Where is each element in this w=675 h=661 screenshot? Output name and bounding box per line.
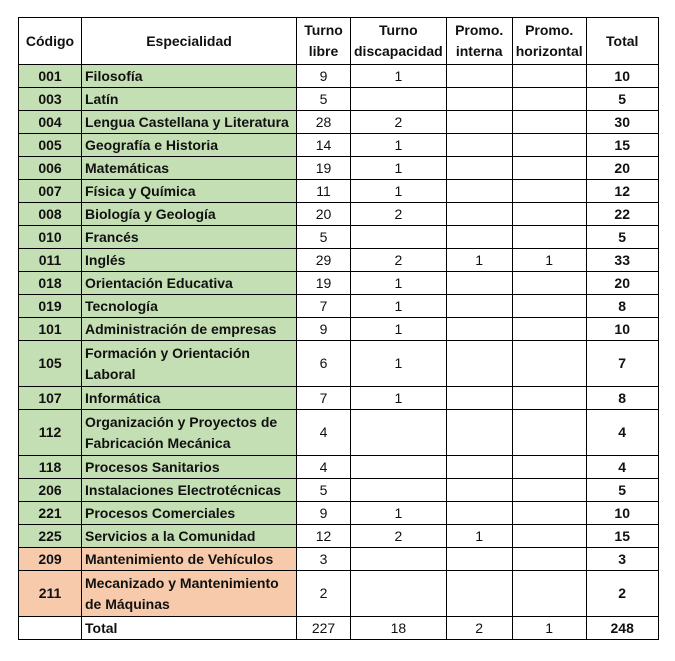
table-row xyxy=(19,180,659,203)
cell-especialidad: Francés xyxy=(82,226,297,249)
cell-promo-horizontal xyxy=(512,157,586,180)
cell-codigo: 011 xyxy=(19,249,82,272)
cell-especialidad: Administración de empresas xyxy=(82,318,297,341)
cell-total: 3 xyxy=(586,548,658,571)
cell-turno-discapacidad: 1 xyxy=(351,180,447,203)
cell-especialidad: Mantenimiento de Vehículos xyxy=(82,548,297,571)
cell-especialidad: Matemáticas xyxy=(82,157,297,180)
cell-turno-libre: 29 xyxy=(297,249,351,272)
cell-promo-horizontal xyxy=(512,502,586,525)
cell-promo-horizontal xyxy=(512,318,586,341)
cell-especialidad: Orientación Educativa xyxy=(82,272,297,295)
cell-turno-discapacidad xyxy=(351,548,447,571)
header-turno-discapacidad: Turno discapacidad xyxy=(351,18,447,65)
cell-especialidad: Física y Química xyxy=(82,180,297,203)
cell-promo-interna xyxy=(446,479,512,502)
table-row xyxy=(19,203,659,226)
cell-turno-libre: 7 xyxy=(297,387,351,410)
cell-total: 20 xyxy=(586,157,658,180)
cell-especialidad: Biología y Geología xyxy=(82,203,297,226)
cell-total: 22 xyxy=(586,203,658,226)
table-row xyxy=(19,295,659,318)
cell-turno-discapacidad: 1 xyxy=(351,295,447,318)
header-turno-libre: Turno libre xyxy=(297,18,351,65)
cell-promo-horizontal xyxy=(512,111,586,134)
cell-turno-discapacidad: 1 xyxy=(351,387,447,410)
cell-total: 5 xyxy=(586,479,658,502)
cell-total: 5 xyxy=(586,88,658,111)
table-row xyxy=(19,65,659,88)
table-row xyxy=(19,341,659,387)
totals-total: 248 xyxy=(586,617,658,640)
cell-promo-interna xyxy=(446,387,512,410)
plazas-table xyxy=(18,17,659,640)
cell-turno-discapacidad: 1 xyxy=(351,157,447,180)
cell-total: 2 xyxy=(586,571,658,617)
cell-codigo: 019 xyxy=(19,295,82,318)
cell-turno-libre: 3 xyxy=(297,548,351,571)
cell-codigo: 112 xyxy=(19,410,82,456)
table-row xyxy=(19,226,659,249)
cell-especialidad: Mecanizado y Mantenimiento de Máquinas xyxy=(82,571,297,617)
totals-promo-horizontal: 1 xyxy=(512,617,586,640)
cell-especialidad: Servicios a la Comunidad xyxy=(82,525,297,548)
cell-promo-interna xyxy=(446,318,512,341)
cell-especialidad: Formación y Orientación Laboral xyxy=(82,341,297,387)
totals-promo-interna: 2 xyxy=(446,617,512,640)
cell-promo-interna xyxy=(446,502,512,525)
cell-promo-horizontal xyxy=(512,341,586,387)
cell-turno-discapacidad: 2 xyxy=(351,203,447,226)
cell-turno-discapacidad xyxy=(351,88,447,111)
cell-promo-horizontal xyxy=(512,571,586,617)
cell-turno-libre: 20 xyxy=(297,203,351,226)
header-promo-interna: Promo. interna xyxy=(446,18,512,65)
cell-total: 15 xyxy=(586,134,658,157)
cell-promo-interna xyxy=(446,111,512,134)
cell-especialidad: Inglés xyxy=(82,249,297,272)
cell-turno-libre: 11 xyxy=(297,180,351,203)
cell-especialidad: Informática xyxy=(82,387,297,410)
cell-especialidad: Geografía e Historia xyxy=(82,134,297,157)
cell-codigo: 001 xyxy=(19,65,82,88)
cell-especialidad: Filosofía xyxy=(82,65,297,88)
table-row xyxy=(19,387,659,410)
header-promo-horizontal: Promo. horizontal xyxy=(512,18,586,65)
cell-turno-discapacidad xyxy=(351,456,447,479)
cell-turno-libre: 5 xyxy=(297,479,351,502)
cell-turno-discapacidad: 1 xyxy=(351,272,447,295)
header-row xyxy=(19,18,659,65)
header-total: Total xyxy=(586,18,658,65)
table-row xyxy=(19,479,659,502)
cell-turno-libre: 4 xyxy=(297,410,351,456)
cell-total: 8 xyxy=(586,295,658,318)
table-row xyxy=(19,272,659,295)
cell-promo-horizontal: 1 xyxy=(512,249,586,272)
table-row xyxy=(19,571,659,617)
cell-promo-interna xyxy=(446,272,512,295)
cell-codigo: 209 xyxy=(19,548,82,571)
cell-turno-libre: 12 xyxy=(297,525,351,548)
cell-promo-horizontal xyxy=(512,272,586,295)
cell-promo-interna xyxy=(446,410,512,456)
cell-total: 10 xyxy=(586,65,658,88)
cell-especialidad: Lengua Castellana y Literatura xyxy=(82,111,297,134)
cell-turno-discapacidad: 1 xyxy=(351,341,447,387)
cell-promo-interna xyxy=(446,295,512,318)
cell-promo-horizontal xyxy=(512,295,586,318)
cell-promo-interna xyxy=(446,571,512,617)
header-especialidad: Especialidad xyxy=(82,18,297,65)
cell-promo-horizontal xyxy=(512,226,586,249)
totals-turno-discapacidad: 18 xyxy=(351,617,447,640)
cell-total: 4 xyxy=(586,410,658,456)
cell-promo-horizontal xyxy=(512,65,586,88)
cell-turno-libre: 5 xyxy=(297,88,351,111)
cell-codigo: 105 xyxy=(19,341,82,387)
cell-turno-libre: 7 xyxy=(297,295,351,318)
cell-turno-libre: 5 xyxy=(297,226,351,249)
table-row xyxy=(19,456,659,479)
cell-promo-interna xyxy=(446,65,512,88)
cell-turno-libre: 9 xyxy=(297,502,351,525)
cell-total: 4 xyxy=(586,456,658,479)
cell-codigo: 211 xyxy=(19,571,82,617)
cell-promo-horizontal xyxy=(512,180,586,203)
cell-promo-interna: 1 xyxy=(446,525,512,548)
cell-promo-horizontal xyxy=(512,410,586,456)
table-row xyxy=(19,134,659,157)
cell-turno-libre: 19 xyxy=(297,157,351,180)
table-row xyxy=(19,548,659,571)
totals-label: Total xyxy=(82,617,297,640)
table-row xyxy=(19,525,659,548)
cell-turno-discapacidad: 2 xyxy=(351,111,447,134)
cell-total: 33 xyxy=(586,249,658,272)
cell-promo-horizontal xyxy=(512,456,586,479)
cell-promo-interna: 1 xyxy=(446,249,512,272)
cell-codigo: 007 xyxy=(19,180,82,203)
cell-codigo: 008 xyxy=(19,203,82,226)
cell-codigo: 018 xyxy=(19,272,82,295)
cell-turno-discapacidad xyxy=(351,571,447,617)
cell-codigo xyxy=(19,617,82,640)
cell-especialidad: Latín xyxy=(82,88,297,111)
cell-codigo: 118 xyxy=(19,456,82,479)
cell-turno-libre: 2 xyxy=(297,571,351,617)
totals-turno-libre: 227 xyxy=(297,617,351,640)
cell-turno-discapacidad xyxy=(351,479,447,502)
cell-turno-discapacidad: 1 xyxy=(351,65,447,88)
cell-codigo: 004 xyxy=(19,111,82,134)
cell-especialidad: Instalaciones Electrotécnicas xyxy=(82,479,297,502)
cell-promo-horizontal xyxy=(512,134,586,157)
cell-total: 10 xyxy=(586,318,658,341)
cell-codigo: 107 xyxy=(19,387,82,410)
table-row xyxy=(19,157,659,180)
table-row xyxy=(19,111,659,134)
cell-turno-libre: 6 xyxy=(297,341,351,387)
cell-promo-interna xyxy=(446,134,512,157)
cell-promo-interna xyxy=(446,157,512,180)
table-row xyxy=(19,249,659,272)
cell-promo-horizontal xyxy=(512,88,586,111)
cell-codigo: 221 xyxy=(19,502,82,525)
cell-promo-interna xyxy=(446,180,512,203)
cell-turno-discapacidad: 1 xyxy=(351,502,447,525)
cell-total: 5 xyxy=(586,226,658,249)
cell-promo-interna xyxy=(446,226,512,249)
cell-promo-interna xyxy=(446,203,512,226)
cell-total: 12 xyxy=(586,180,658,203)
cell-codigo: 006 xyxy=(19,157,82,180)
cell-turno-discapacidad: 2 xyxy=(351,249,447,272)
cell-turno-libre: 19 xyxy=(297,272,351,295)
cell-promo-interna xyxy=(446,456,512,479)
table-row xyxy=(19,88,659,111)
cell-promo-horizontal xyxy=(512,203,586,226)
cell-codigo: 225 xyxy=(19,525,82,548)
cell-promo-interna xyxy=(446,341,512,387)
cell-codigo: 101 xyxy=(19,318,82,341)
cell-especialidad: Procesos Comerciales xyxy=(82,502,297,525)
table-row xyxy=(19,410,659,456)
cell-promo-horizontal xyxy=(512,525,586,548)
table-row xyxy=(19,318,659,341)
cell-turno-libre: 14 xyxy=(297,134,351,157)
cell-codigo: 206 xyxy=(19,479,82,502)
cell-especialidad: Tecnología xyxy=(82,295,297,318)
cell-total: 20 xyxy=(586,272,658,295)
cell-turno-discapacidad xyxy=(351,410,447,456)
cell-turno-libre: 28 xyxy=(297,111,351,134)
cell-promo-horizontal xyxy=(512,548,586,571)
cell-total: 15 xyxy=(586,525,658,548)
cell-total: 7 xyxy=(586,341,658,387)
cell-codigo: 005 xyxy=(19,134,82,157)
cell-codigo: 003 xyxy=(19,88,82,111)
cell-promo-horizontal xyxy=(512,387,586,410)
cell-total: 30 xyxy=(586,111,658,134)
cell-turno-discapacidad: 1 xyxy=(351,134,447,157)
cell-especialidad: Organización y Proyectos de Fabricación Mecánica xyxy=(82,410,297,456)
cell-total: 8 xyxy=(586,387,658,410)
cell-promo-horizontal xyxy=(512,479,586,502)
header-codigo: Código xyxy=(19,18,82,65)
cell-turno-discapacidad xyxy=(351,226,447,249)
table-row xyxy=(19,502,659,525)
totals-row xyxy=(19,617,659,640)
cell-turno-libre: 9 xyxy=(297,318,351,341)
cell-codigo: 010 xyxy=(19,226,82,249)
cell-especialidad: Procesos Sanitarios xyxy=(82,456,297,479)
cell-turno-libre: 4 xyxy=(297,456,351,479)
cell-turno-libre: 9 xyxy=(297,65,351,88)
cell-total: 10 xyxy=(586,502,658,525)
cell-turno-discapacidad: 2 xyxy=(351,525,447,548)
cell-promo-interna xyxy=(446,88,512,111)
cell-turno-discapacidad: 1 xyxy=(351,318,447,341)
cell-promo-interna xyxy=(446,548,512,571)
